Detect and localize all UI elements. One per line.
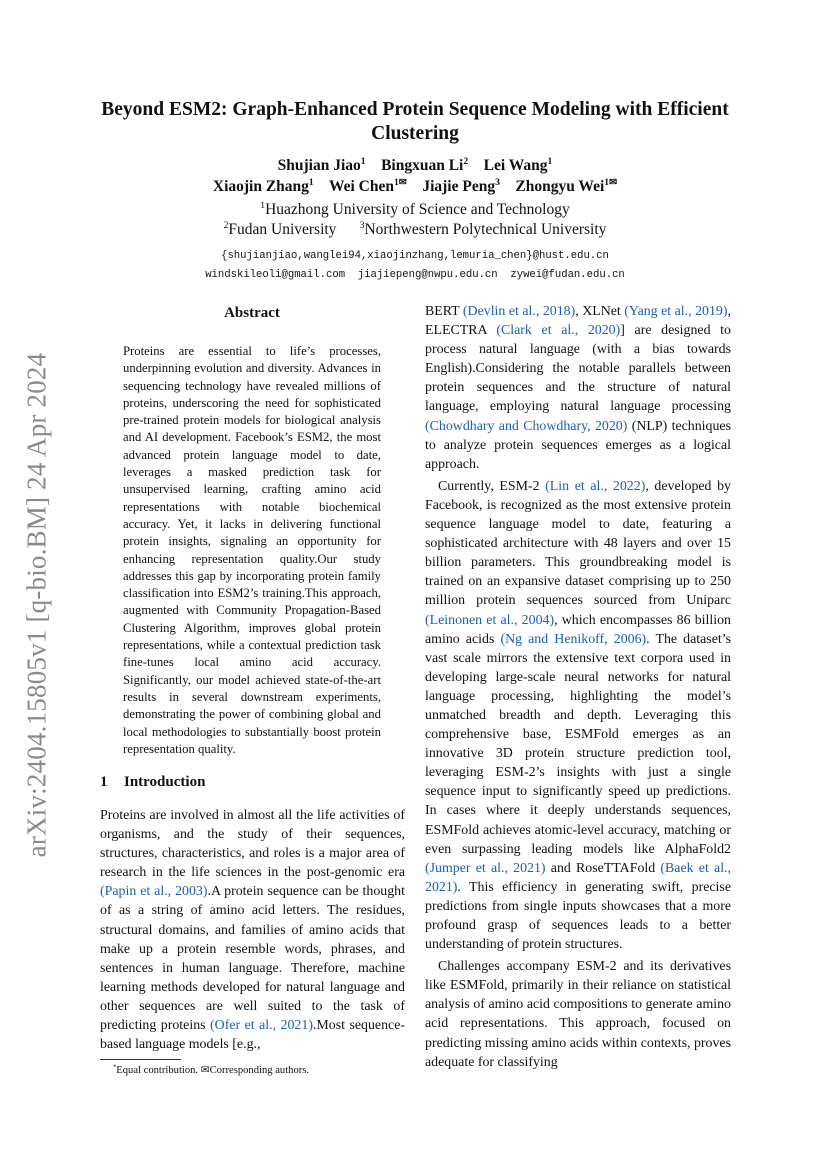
- author-list: [90, 155, 740, 197]
- author: Jiajie Peng$^3$: [422, 176, 500, 195]
- right-column-text: [425, 302, 731, 1072]
- author: Shujian Jiao$^1$: [277, 155, 366, 174]
- arxiv-sidebar: [22, 340, 52, 870]
- citation-link[interactable]: (Lin et al., 2022): [545, 478, 646, 494]
- affiliations: [90, 200, 740, 240]
- paragraph: BERT (Devlin et al., 2018), XLNet (Yang et al., 2019), ELECTRA (Clark et al., 2020)] are designed to process natural language (with a bias towards English).Considering the notable parallels between protein sequences and the structure of natural language, employing natural language processing (Chowdhary and Chowdhary, 2020) (NLP) techniques to analyze protein sequences emerges as a logical approach.: [425, 304, 731, 472]
- author: Wei Chen$^{1✉}$: [328, 176, 407, 195]
- author: Bingxuan Li$^2$: [381, 155, 469, 174]
- author: Lei Wang$^1$: [483, 155, 553, 174]
- section-title: Introduction: [124, 774, 206, 790]
- author-emails: [90, 247, 740, 285]
- section-heading-introduction: [100, 774, 205, 791]
- affiliation: $^2$Fudan University: [223, 219, 337, 238]
- email-line: windskileoli@gmail.com jiajiepeng@nwpu.edu.cn zywei@fudan.edu.cn: [205, 269, 625, 281]
- abstract-heading: Abstract: [224, 305, 280, 321]
- paper-title: [90, 98, 740, 146]
- citation-link[interactable]: (Papin et al., 2003): [100, 884, 208, 900]
- abstract-text: Proteins are essential to life’s processes, underpinning evolution and diversity. Advances in sequencing technology have revealed millions of proteins, underscoring the need for sophisticated pre-trained protein models for biological analysis and AI development. Facebook’s ESM2, the most advanced protein language model to date, leverages a masked prediction task for unsupervised learning, crafting amino acid representations with notable biochemical accuracy. Yet, it lacks in delivering functional protein insights, signaling an opportunity for enhancing representation quality.Our study addresses this gap by incorporating protein family classification into ESM2’s training.This approach, augmented with Community Propagation-Based Clustering Algorithm, improves global protein representations, while a contextual prediction task fine-tunes local amino acid accuracy. Significantly, our model achieved state-of-the-art results in several downstream experiments, demonstrating the power of combining global and local methodologies to substantially boost protein representation quality.: [123, 344, 381, 756]
- paragraph: Currently, ESM-2 (Lin et al., 2022), developed by Facebook, is recognized as the most extensive protein sequence language model to date, featuring a sophisticated architecture with 48 layers and over 15 billion parameters. This groundbreaking model is trained on an expansive dataset comprising up to 250 million protein sequences sourced from Uniparc (Leinonen et al., 2004), which encompasses 86 billion amino acids (Ng and Henikoff, 2006). The dataset’s vast scale mirrors the extensive text corpora used in developing large-scale neural networks for natural language processing, highlighting the model’s unmatched breadth and depth. Leveraging this comprehensive base, ESMFold emerges as an innovative 3D protein structure prediction tool, leveraging ESM-2’s insights with just a single sequence input to significantly speed up predictions. In cases where it deeply understands sequences, ESMFold achieves atomic-level accuracy, matching or even surpassing leading models like AlphaFold2 (Jumper et al., 2021) and RoseTTAFold (Baek et al., 2021). This efficiency in generating swift, precise predictions from single inputs showcases that a more profound grasp of sequences leads to a better understanding of protein structures.: [425, 478, 731, 953]
- footnote-rule: [100, 1059, 181, 1060]
- citation-link[interactable]: (Leinonen et al., 2004): [425, 612, 555, 628]
- paragraph: Challenges accompany ESM-2 and its derivatives like ESMFold, primarily in their reliance on statistical analysis of amino acid compositions to generate amino acid representations. This approach, focused on predicting missing amino acids within contexts, proves adequate for classifying: [425, 959, 731, 1070]
- citation-link[interactable]: (Jumper et al., 2021): [425, 860, 546, 876]
- citation-link[interactable]: (Ng and Henikoff, 2006): [500, 631, 647, 647]
- citation-link[interactable]: (Yang et al., 2019): [624, 304, 728, 319]
- introduction-text: [100, 806, 405, 1054]
- citation-link[interactable]: (Ofer et al., 2021): [210, 1018, 313, 1034]
- section-number: 1: [100, 774, 108, 790]
- footnote: *Equal contribution. ✉Corresponding authors.: [113, 1063, 310, 1076]
- title-line-2: Clustering: [371, 123, 459, 144]
- arxiv-identifier: arXiv:2404.15805v1 [q-bio.BM] 24 Apr 2024: [21, 352, 52, 858]
- title-line-1: Beyond ESM2: Graph-Enhanced Protein Sequence Modeling with Efficient: [101, 99, 729, 120]
- paragraph: Proteins are involved in almost all the life activities of organisms, and the study of their sequences, structures, characteristics, and roles is a major area of research in the life sciences in the post-genomic era (Papin et al., 2003).A protein sequence can be thought of as a string of amino acid letters. The residues, structural domains, and families of amino acids that make up a protein resemble words, phrases, and sentences in human language. Therefore, machine learning methods developed for natural language and other sequences are well suited to the task of predicting proteins (Ofer et al., 2021).Most sequence-based language models [e.g.,: [100, 808, 405, 1053]
- author: Xiaojin Zhang$^1$: [212, 176, 314, 195]
- citation-link[interactable]: (Chowdhary and Chowdhary, 2020): [425, 418, 628, 434]
- citation-link[interactable]: (Devlin et al., 2018): [462, 304, 576, 319]
- citation-link[interactable]: (Clark et al., 2020): [496, 323, 621, 339]
- affiliation: $^3$Northwestern Polytechnical University: [359, 219, 607, 238]
- citation-link[interactable]: (Baek et al., 2021): [425, 860, 731, 895]
- affiliation: $^1$Huazhong University of Science and Technology: [260, 199, 570, 218]
- email-line: {shujianjiao,wanglei94,xiaojinzhang,lemuria_chen}@hust.edu.cn: [221, 250, 609, 262]
- author: Zhongyu Wei$^{1✉}$: [515, 176, 618, 195]
